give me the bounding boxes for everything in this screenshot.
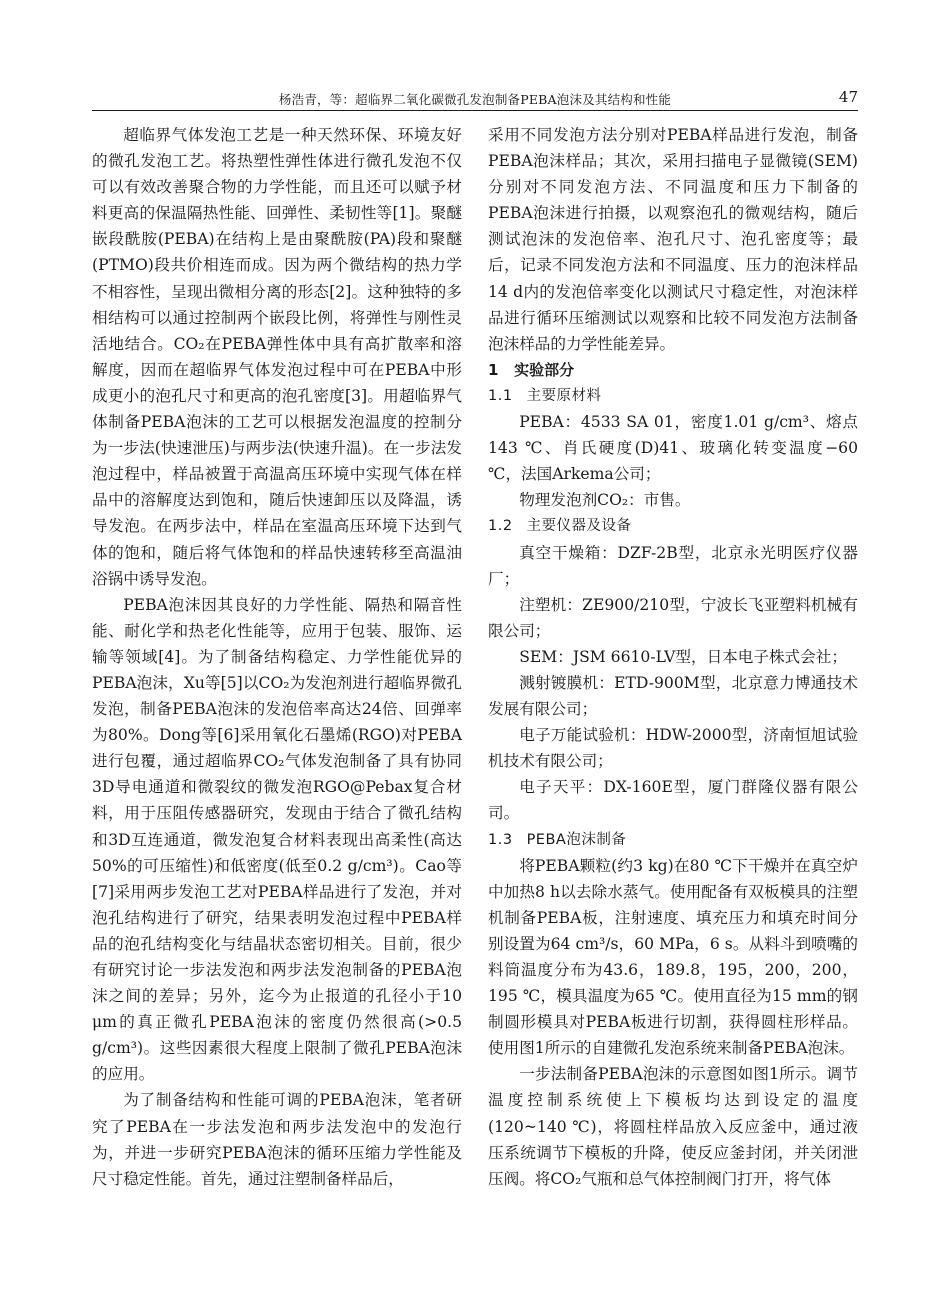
subsection-number: 1.3 <box>488 831 513 848</box>
subsection-heading-1-2 <box>488 513 858 539</box>
paragraph: PEBA泡沫因其良好的力学性能、隔热和隔音性能、耐化学和热老化性能等，应用于包装、服饰、运输等领域[4]。为了制备结构稳定、力学性能优异的PEBA泡沫，Xu等[5]以CO₂为发泡剂进行超临界微孔发泡，制备PEBA泡沫的发泡倍率高达24倍、回弹率为80%。Dong等[6]采用氧化石墨烯(RGO)对PEBA进行包覆，通过超临界CO₂气体发泡制备了具有协同3D导电通道和微裂纹的微发泡RGO@Pebax复合材料，用于压阻传感器研究，发现由于结合了微孔结构和3D互连通道，微发泡复合材料表现出高柔性(高达50%的可压缩性)和低密度(低至0.2 g/cm³)。Cao等[7]采用两步发泡工艺对PEBA样品进行了发泡，并对泡孔结构进行了研究，结果表明发泡过程中PEBA样品的泡孔结构变化与结晶状态密切相关。目前，很少有研究讨论一步法发泡和两步法发泡制备的PEBA泡沫之间的差异；另外，迄今为止报道的孔径小于10 μm的真正微孔PEBA泡沫的密度仍然很高(>0.5 g/cm³)。这些因素很大程度上限制了微孔PEBA泡沫的应用。 <box>92 595 462 1084</box>
subsection-number: 1.2 <box>488 518 513 535</box>
instrument-item: 电子万能试验机：HDW-2000型，济南恒旭试验机技术有限公司； <box>488 726 858 771</box>
paragraph: 将PEBA颗粒(约3 kg)在80 ℃下干燥并在真空炉中加热8 h以去除水蒸气。使用配备有双板模具的注塑机制备PEBA板，注射速度、填充压力和填充时间分别设置为64 cm³/s，60 MPa，6 s。从料斗到喷嘴的料筒温度分布为43.6，189.8，195，200，200，195 ℃，模具温度为65 ℃。使用直径为15 mm的钢制圆形模具对PEBA板进行切割，获得圆柱形样品。使用图1所示的自建微孔发泡系统来制备PEBA泡沫。 <box>488 856 858 1058</box>
running-title: 杨浩青，等：超临界二氧化碳微孔发泡制备PEBA泡沫及其结构和性能 <box>278 92 672 107</box>
paragraph: 采用不同发泡方法分别对PEBA样品进行发泡，制备PEBA泡沫样品；其次，采用扫描电子显微镜(SEM)分别对不同发泡方法、不同温度和压力下制备的PEBA泡沫进行拍摄，以观察泡孔的微观结构，随后测试泡沫的发泡倍率、泡孔尺寸、泡孔密度等；最后，记录不同发泡方法和不同温度、压力的泡沫样品14 d内的发泡倍率变化以测试尺寸稳定性，对泡沫样品进行循环压缩测试以观察和比较不同发泡方法制备泡沫样品的力学性能差异。 <box>488 126 858 353</box>
page-number: 47 <box>838 88 858 106</box>
instrument-item: 真空干燥箱：DZF-2B型，北京永光明医疗仪器厂； <box>488 543 858 588</box>
subsection-heading-1-3 <box>488 827 858 853</box>
right-column <box>488 122 858 1192</box>
subsection-number: 1.1 <box>488 387 513 404</box>
instrument-item: SEM：JSM 6610-LV型，日本电子株式会社； <box>519 647 847 666</box>
section-heading-1 <box>488 357 858 383</box>
subsection-heading-1-1 <box>488 383 858 409</box>
instrument-item: 溅射镀膜机：ETD-900M型，北京意力博通技术发展有限公司； <box>488 673 858 719</box>
material-item: 物理发泡剂CO₂：市售。 <box>519 491 691 510</box>
subsection-title: 主要仪器及设备 <box>526 518 632 535</box>
instrument-item: 注塑机：ZE900/210型，宁波长飞亚塑料机械有限公司； <box>488 595 858 640</box>
paragraph: 为了制备结构和性能可调的PEBA泡沫，笔者研究了PEBA在一步法发泡和两步法发泡中的发泡行为，并进一步研究PEBA泡沫的循环压缩力学性能及尺寸稳定性能。首先，通过注塑制备样品后， <box>92 1091 462 1188</box>
material-item: PEBA：4533 SA 01，密度1.01 g/cm³、熔点143 ℃、肖氏硬度(D)41、玻璃化转变温度−60 ℃，法国Arkema公司； <box>488 413 858 484</box>
subsection-title: 主要原材料 <box>526 387 602 404</box>
left-column <box>92 122 462 1192</box>
section-title: 实验部分 <box>514 360 575 379</box>
instrument-item: 电子天平：DX-160E型，厦门群隆仪器有限公司。 <box>488 778 858 823</box>
paragraph: 一步法制备PEBA泡沫的示意图如图1所示。调节温度控制系统使上下模板均达到设定的温度(120~140 ℃)，将圆柱样品放入反应釜中，通过液压系统调节下模板的升降，使反应釜封闭，并关闭泄压阀。将CO₂气瓶和总气体控制阀门打开，将气体 <box>488 1065 858 1188</box>
page-header <box>92 88 858 111</box>
subsection-title: PEBA泡沫制备 <box>526 831 627 848</box>
paragraph: 超临界气体发泡工艺是一种天然环保、环境友好的微孔发泡工艺。将热塑性弹性体进行微孔发泡不仅可以有效改善聚合物的力学性能，而且还可以赋予材料更高的保温隔热性能、回弹性、柔韧性等[1]。聚醚嵌段酰胺(PEBA)在结构上是由聚酰胺(PA)段和聚醚(PTMO)段共价相连而成。因为两个微结构的热力学不相容性，呈现出微相分离的形态[2]。这种独特的多相结构可以通过控制两个嵌段比例，将弹性与刚性灵活地结合。CO₂在PEBA弹性体中具有高扩散率和溶解度，因而在超临界气体发泡过程中可在PEBA中形成更小的泡孔尺寸和更高的泡孔密度[3]。用超临界气体制备PEBA泡沫的工艺可以根据发泡温度的控制分为一步法(快速泄压)与两步法(快速升温)。在一步法发泡过程中，样品被置于高温高压环境中实现气体在样品中的溶解度达到饱和，随后快速卸压以及降温，诱导发泡。在两步法中，样品在室温高压环境下达到气体的饱和，随后将气体饱和的样品快速转移至高温油浴锅中诱导发泡。 <box>92 126 462 588</box>
section-number: 1 <box>488 360 499 379</box>
